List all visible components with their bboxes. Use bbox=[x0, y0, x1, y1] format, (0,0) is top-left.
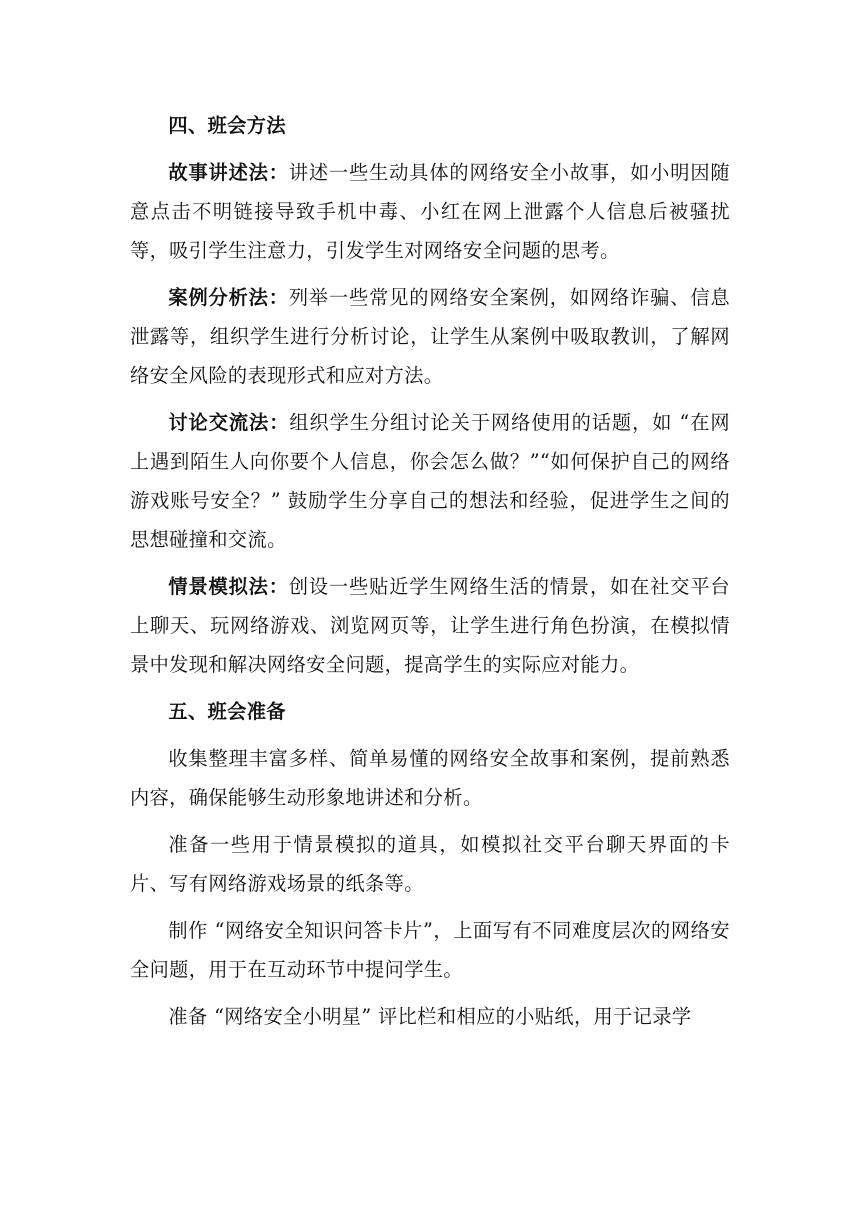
method-paragraph-roleplay bbox=[130, 567, 730, 684]
prep-paragraph-collect: 收集整理丰富多样、简单易懂的网络安全故事和案例，提前熟悉内容，确保能够生动形象地讲述和分析。 bbox=[130, 747, 730, 809]
method-text-roleplay: 创设一些贴近学生网络生活的情景，如在社交平台上聊天、玩网络游戏、浏览网页等，让学生进行角色扮演，在模拟情景中发现和解决网络安全问题，提高学生的实际应对能力。 bbox=[130, 575, 730, 676]
method-text-story: 讲述一些生动具体的网络安全小故事，如小明因随意点击不明链接导致手机中毒、小红在网上泄露个人信息后被骚扰等，吸引学生注意力，引发学生对网络安全问题的思考。 bbox=[130, 161, 730, 262]
document-page bbox=[130, 106, 730, 1036]
section-heading-methods: 四、班会方法 bbox=[168, 114, 286, 137]
prep-paragraph-props: 准备一些用于情景模拟的道具，如模拟社交平台聊天界面的卡片、写有网络游戏场景的纸条等。 bbox=[130, 833, 730, 895]
method-text-discussion: 组织学生分组讨论关于网络使用的话题，如 “在网上遇到陌生人向你要个人信息，你会怎么做？”“如何保护自己的网络游戏账号安全？” 鼓励学生分享自己的想法和经验，促进学生之间的思想碰撞和交流。 bbox=[130, 411, 731, 551]
method-lead-discussion: 讨论交流法： bbox=[168, 411, 290, 434]
method-lead-roleplay: 情景模拟法： bbox=[168, 575, 289, 598]
section-heading-preparation: 五、班会准备 bbox=[168, 700, 286, 723]
prep-paragraph-quiz-cards: 制作 “网络安全知识问答卡片”，上面写有不同难度层次的网络安全问题，用于在互动环节中提问学生。 bbox=[130, 919, 730, 981]
method-lead-case: 案例分析法： bbox=[168, 286, 289, 309]
method-paragraph-case bbox=[130, 278, 730, 395]
prep-paragraph-star-board: 准备 “网络安全小明星” 评比栏和相应的小贴纸，用于记录学 bbox=[168, 1005, 692, 1028]
method-text-case: 列举一些常见的网络安全案例，如网络诈骗、信息泄露等，组织学生进行分析讨论，让学生从案例中吸取教训，了解网络安全风险的表现形式和应对方法。 bbox=[130, 286, 730, 387]
method-paragraph-discussion bbox=[130, 403, 730, 559]
method-lead-story: 故事讲述法： bbox=[168, 161, 289, 184]
method-paragraph-story bbox=[130, 153, 730, 270]
